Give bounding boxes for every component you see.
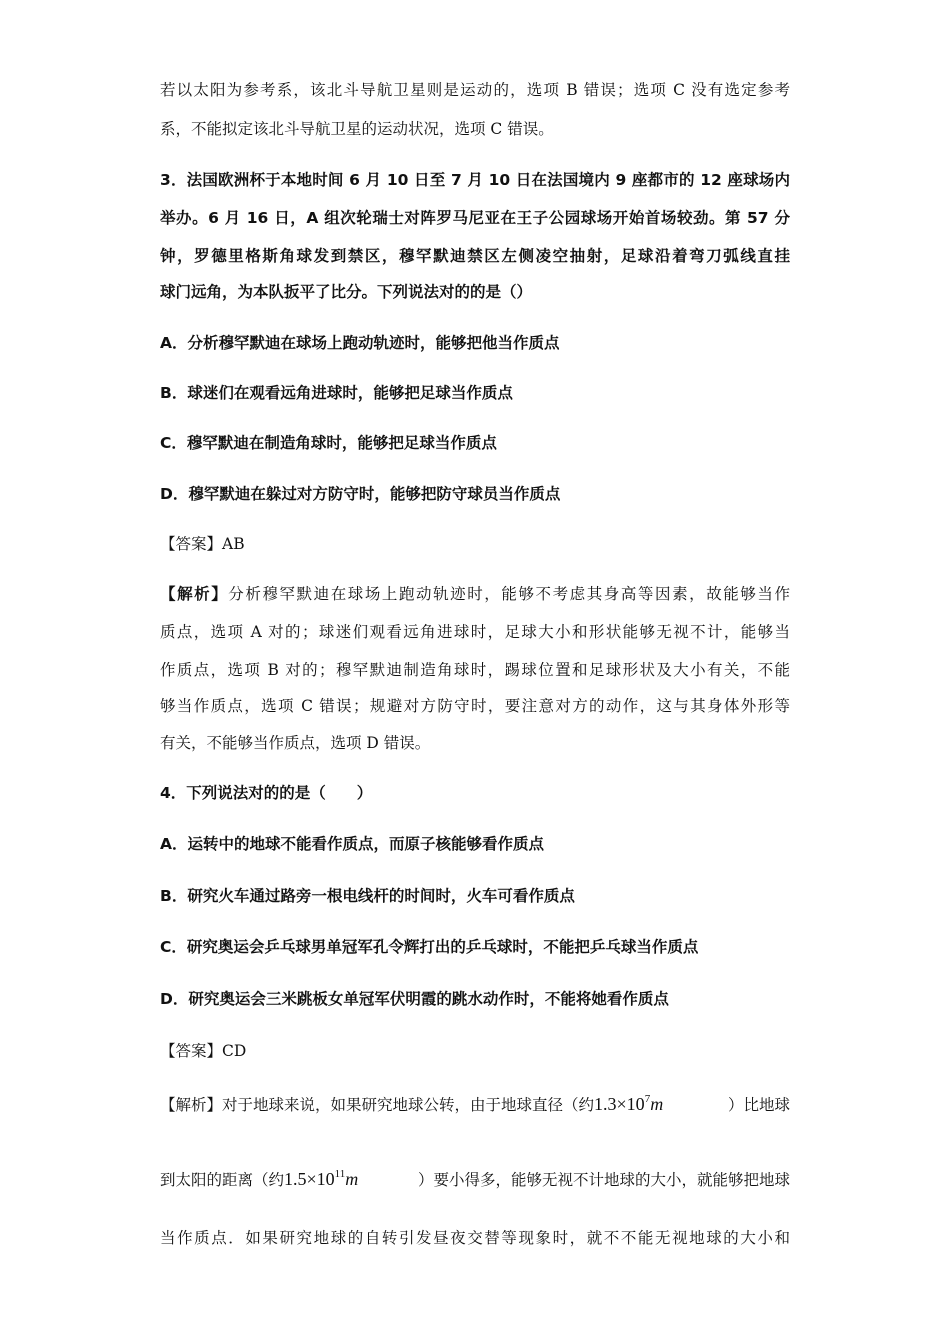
- q4-option-a: A．运转中的地球不能看作质点，而原子核能够看作质点: [160, 835, 544, 853]
- q3-stem-line-2: 举办。6 月 16 日，A 组次轮瑞士对阵罗马尼亚在王子公园球场开始首场较劲。第 57 分: [160, 209, 790, 227]
- q3-stem-line-1: 3．法国欧洲杯于本地时间 6 月 10 日至 7 月 10 日在法国境内 9 座都市的 12 座球场内: [160, 171, 790, 189]
- q4-analysis-text-1: [160, 1093, 663, 1115]
- q3-stem-line-3: 钟，罗德里格斯角球发到禁区，穆罕默迪禁区左侧凌空抽射，足球沿着弯刀弧线直挂: [160, 247, 790, 265]
- q4-analysis-text-1a: 对于地球来说，如果研究地球公转，由于地球直径（约: [222, 1096, 595, 1114]
- q4-stem: 4．下列说法对的的是（ ）: [160, 784, 373, 802]
- q3-option-d: D．穆罕默迪在躲过对方防守时，能够把防守球员当作质点: [160, 485, 561, 503]
- q3-analysis-line-5: 有关，不能够当作质点，选项 D 错误。: [160, 734, 431, 752]
- q3-answer: [160, 532, 790, 554]
- q4-analysis-label: 【解析】: [160, 1096, 223, 1114]
- continuation-line-2: 系，不能拟定该北斗导航卫星的运动状况，选项 C 错误。: [160, 120, 554, 138]
- q3-stem-line-4: 球门远角，为本队扳平了比分。下列说法对的的是（）: [160, 283, 533, 301]
- continuation-line-1: 若以太阳为参考系，该北斗导航卫星则是运动的，选项 B 错误；选项 C 没有选定参考: [160, 81, 790, 99]
- q4-analysis-line-3: 当作质点．如果研究地球的自转引发昼夜交替等现象时，就不不能无视地球的大小和: [160, 1229, 790, 1247]
- q3-analysis-text-1: 分析穆罕默迪在球场上跑动轨迹时，能够不考虑其身高等因素，故能够当作: [228, 585, 790, 603]
- earth-diameter-formula: [594, 1094, 663, 1114]
- sun-distance-exponent: 11: [334, 1168, 346, 1180]
- sun-distance-mantissa: 1.5×10: [284, 1169, 335, 1189]
- q3-analysis-line-3: 作质点，选项 B 对的；穆罕默迪制造角球时，踢球位置和足球形状及大小有关，不能: [160, 661, 790, 679]
- sun-distance-formula: [284, 1169, 358, 1189]
- q4-option-c: C．研究奥运会乒乓球男单冠军孔令辉打出的乒乓球时，不能把乒乓球当作质点: [160, 938, 699, 956]
- q4-option-b: B．研究火车通过路旁一根电线杆的时间时，火车可看作质点: [160, 887, 575, 905]
- q3-analysis-label: 【解析】: [160, 585, 229, 603]
- q4-analysis-text-2b: ）要小得多，能够无视不计地球的大小，就能够把地球: [417, 1171, 790, 1189]
- earth-diameter-exponent: 7: [644, 1093, 651, 1105]
- q4-answer: [160, 1039, 790, 1061]
- q4-analysis-line-1: [160, 1093, 790, 1115]
- q3-option-a: A．分析穆罕默迪在球场上跑动轨迹时，能够把他当作质点: [160, 334, 560, 352]
- q3-answer-label: 【答案】: [160, 535, 223, 553]
- sun-distance-unit: m: [345, 1169, 359, 1189]
- earth-diameter-unit: m: [650, 1094, 664, 1114]
- q4-analysis-text-2a-wrap: [160, 1168, 358, 1190]
- q4-analysis-text-1b: ）比地球: [727, 1096, 790, 1114]
- q3-option-b: B．球迷们在观看远角进球时，能够把足球当作质点: [160, 384, 513, 402]
- q4-option-d: D．研究奥运会三米跳板女单冠军伏明霞的跳水动作时，不能将她看作质点: [160, 990, 669, 1008]
- q3-analysis-line-2: 质点，选项 A 对的；球迷们观看远角进球时，足球大小和形状能够无视不计，能够当: [160, 623, 790, 641]
- q3-analysis-line-1: [160, 582, 790, 604]
- earth-diameter-mantissa: 1.3×10: [594, 1094, 645, 1114]
- q3-answer-value: AB: [222, 535, 245, 553]
- q3-analysis-line-4: 够当作质点，选项 C 错误；规避对方防守时，要注意对方的动作，这与其身体外形等: [160, 697, 790, 715]
- q4-analysis-text-2a: 到太阳的距离（约: [160, 1171, 285, 1189]
- q4-answer-value: CD: [222, 1042, 247, 1060]
- q3-option-c: C．穆罕默迪在制造角球时，能够把足球当作质点: [160, 434, 497, 452]
- q4-analysis-line-2: [160, 1168, 790, 1190]
- q4-answer-label: 【答案】: [160, 1042, 223, 1060]
